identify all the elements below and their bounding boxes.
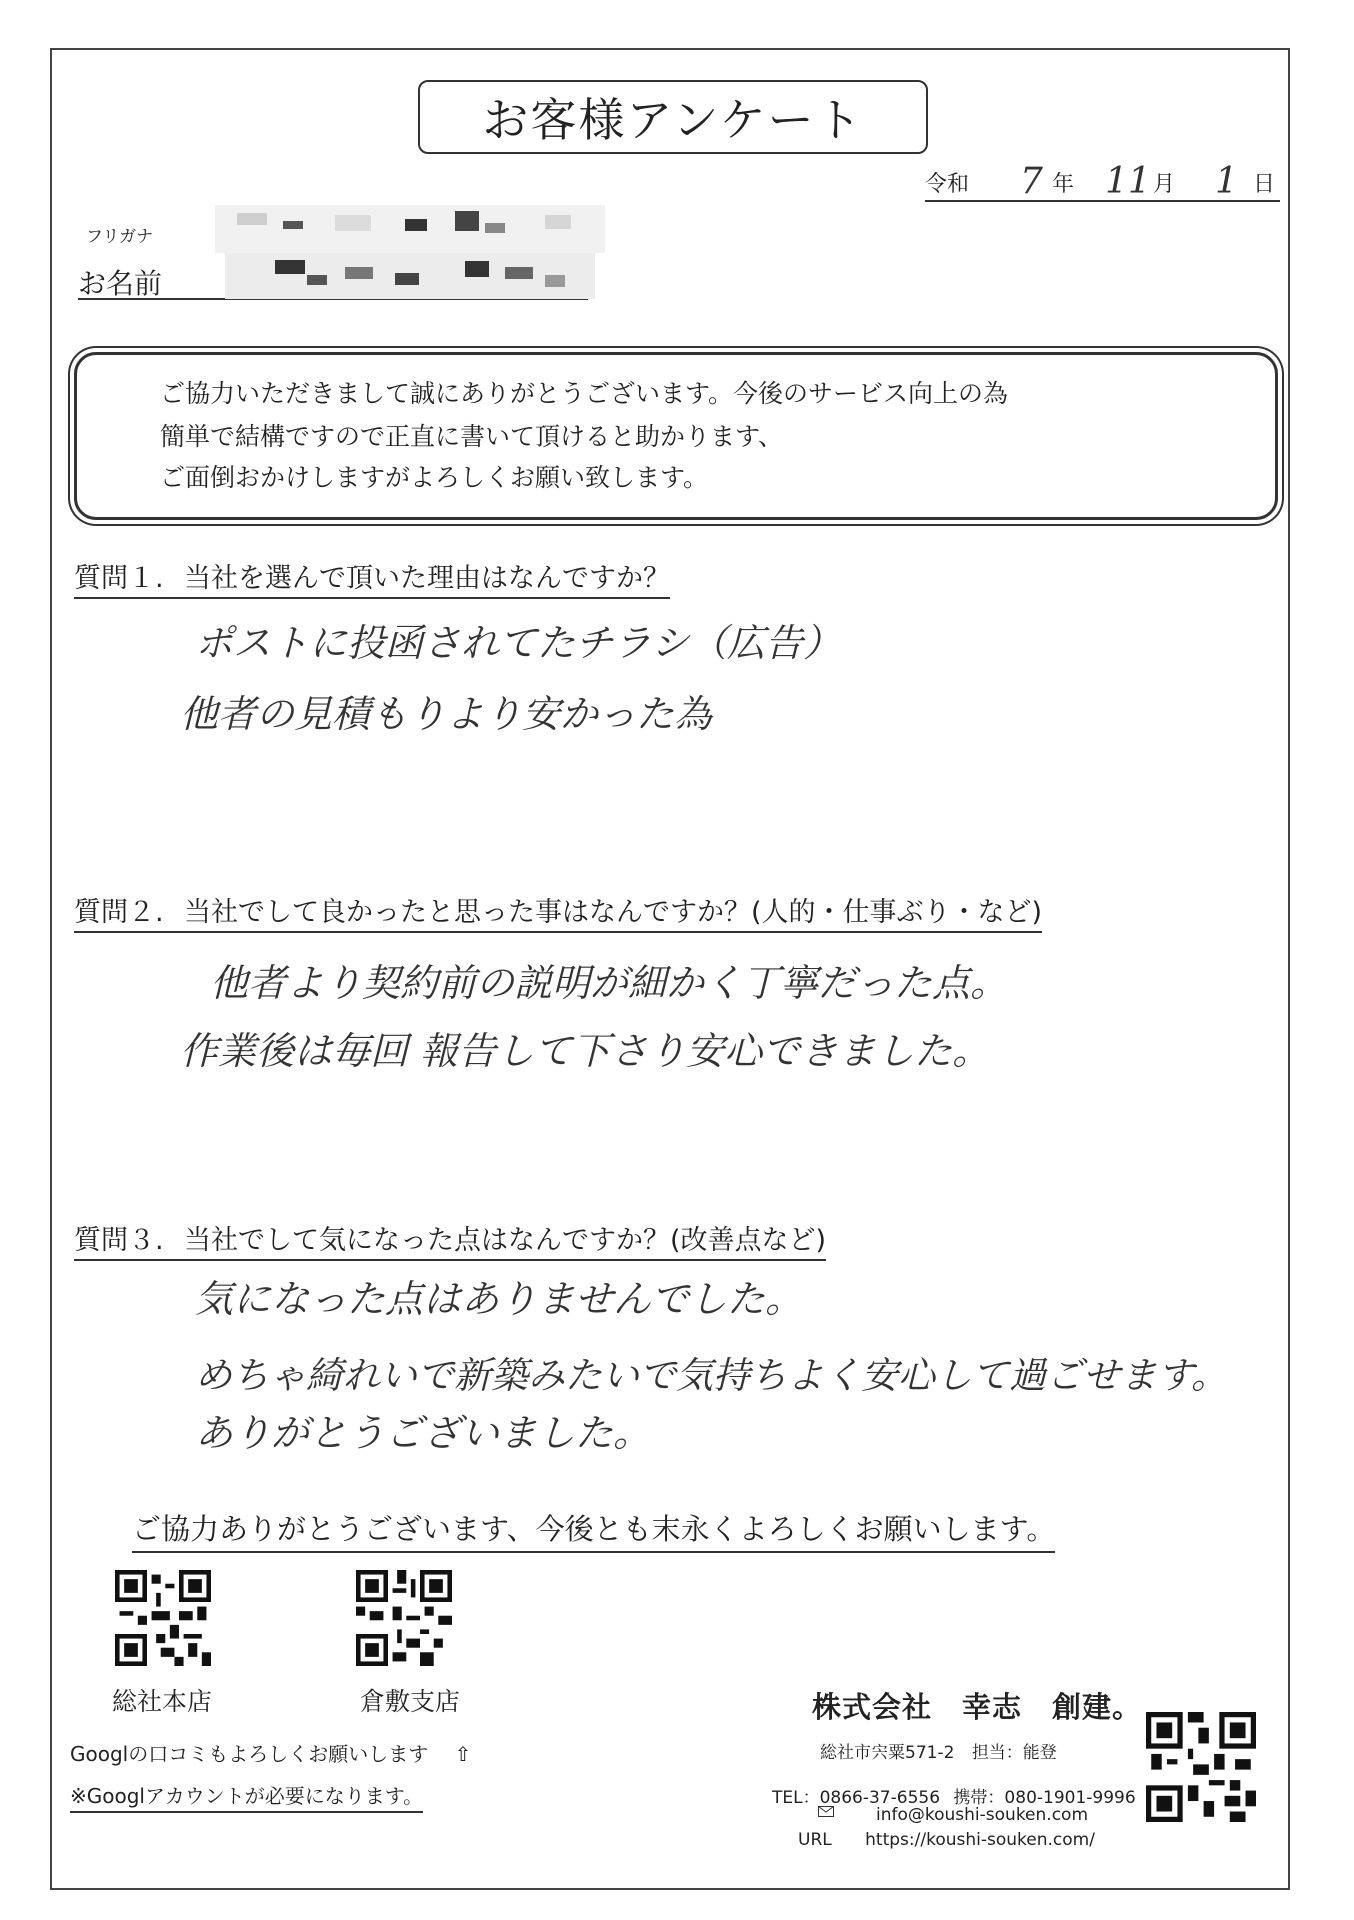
date-year-unit: 年 xyxy=(1052,172,1075,197)
intro-line-1: ご協力いただきまして誠にありがとうございます。今後のサービス向上の為 xyxy=(160,379,1009,408)
question-2-number: 質問２. xyxy=(74,897,164,928)
company-name: 株式会社 幸志 創建。 xyxy=(812,1690,1143,1724)
closing-message: ご協力ありがとうございます、今後とも末永くよろしくお願いします。 xyxy=(132,1507,1055,1553)
question-1-label xyxy=(74,556,670,599)
redacted-name-mosaic xyxy=(215,205,605,300)
question-1-number: 質問１. xyxy=(74,563,164,594)
google-review-note xyxy=(70,1738,471,1767)
qr-code-kurashiki[interactable] xyxy=(356,1570,452,1666)
mobile-text: 携帯：080-1901-9996 xyxy=(953,1788,1136,1808)
qr-code-company[interactable] xyxy=(1146,1712,1256,1822)
intro-line-3: ご面倒おかけしますがよろしくお願い致します。 xyxy=(160,463,709,492)
question-2-label xyxy=(74,890,1042,933)
date-line xyxy=(925,160,1280,202)
google-review-text: Googlの口コミもよろしくお願いします xyxy=(70,1742,429,1766)
date-day-unit: 日 xyxy=(1253,172,1276,197)
date-day: 1 xyxy=(1215,161,1238,202)
staff-text: 担当：能登 xyxy=(971,1743,1057,1763)
answer-2-line-1: 他者より契約前の説明が細かく丁寧だった点。 xyxy=(210,961,1009,1005)
intro-line-2: 簡単で結構ですので正直に書いて頂けると助かります、 xyxy=(160,422,784,451)
answer-3-line-2: めちゃ綺れいで新築みたいで気持ちよく安心して過ごせます。 xyxy=(195,1354,1229,1397)
url-text[interactable]: https://koushi-souken.com/ xyxy=(865,1830,1095,1850)
mail-icon xyxy=(818,1806,834,1817)
question-2-text: 当社でして良かったと思った事はなんですか？(人的・仕事ぶり・など) xyxy=(184,897,1043,928)
date-year: 7 xyxy=(1020,161,1043,202)
answer-3-line-1: 気になった点はありませんでした。 xyxy=(195,1277,804,1321)
qr-code-honten[interactable] xyxy=(115,1570,211,1666)
tel-text: TEL：0866-37-6556 xyxy=(772,1788,941,1808)
date-month-unit: 月 xyxy=(1153,172,1176,197)
question-3-text: 当社でして気になった点はなんですか？(改善点など) xyxy=(184,1225,827,1256)
date-month: 11 xyxy=(1105,161,1151,202)
answer-3-line-3: ありがとうございました。 xyxy=(195,1411,652,1455)
answer-1-line-2: 他者の見積もりより安かった為 xyxy=(180,692,713,736)
arrow-up-icon: ⇧ xyxy=(454,1742,472,1766)
company-url[interactable] xyxy=(798,1830,1095,1850)
company-email[interactable]: info@koushi-souken.com xyxy=(876,1805,1089,1825)
furigana-label: フリガナ xyxy=(86,227,154,247)
answer-2-line-2: 作業後は毎回 報告して下さり安心できました。 xyxy=(180,1029,991,1073)
qr-caption-honten: 総社本店 xyxy=(112,1687,213,1716)
google-account-note: ※Googlアカウントが必要になります。 xyxy=(70,1780,423,1813)
question-3-number: 質問３. xyxy=(74,1225,164,1256)
question-1-text: 当社を選んで頂いた理由はなんですか？ xyxy=(184,563,670,594)
question-3-label xyxy=(74,1218,826,1261)
name-label: お名前 xyxy=(78,267,163,300)
url-label: URL xyxy=(798,1830,832,1850)
qr-caption-kurashiki: 倉敷支店 xyxy=(360,1687,461,1716)
survey-title: お客様アンケート xyxy=(418,80,928,154)
answer-1-line-1: ポストに投函されてたチラシ（広告） xyxy=(195,621,842,665)
address-text: 総社市宍粟571-2 xyxy=(820,1743,955,1763)
company-address xyxy=(820,1738,1057,1763)
date-era: 令和 xyxy=(925,172,970,197)
